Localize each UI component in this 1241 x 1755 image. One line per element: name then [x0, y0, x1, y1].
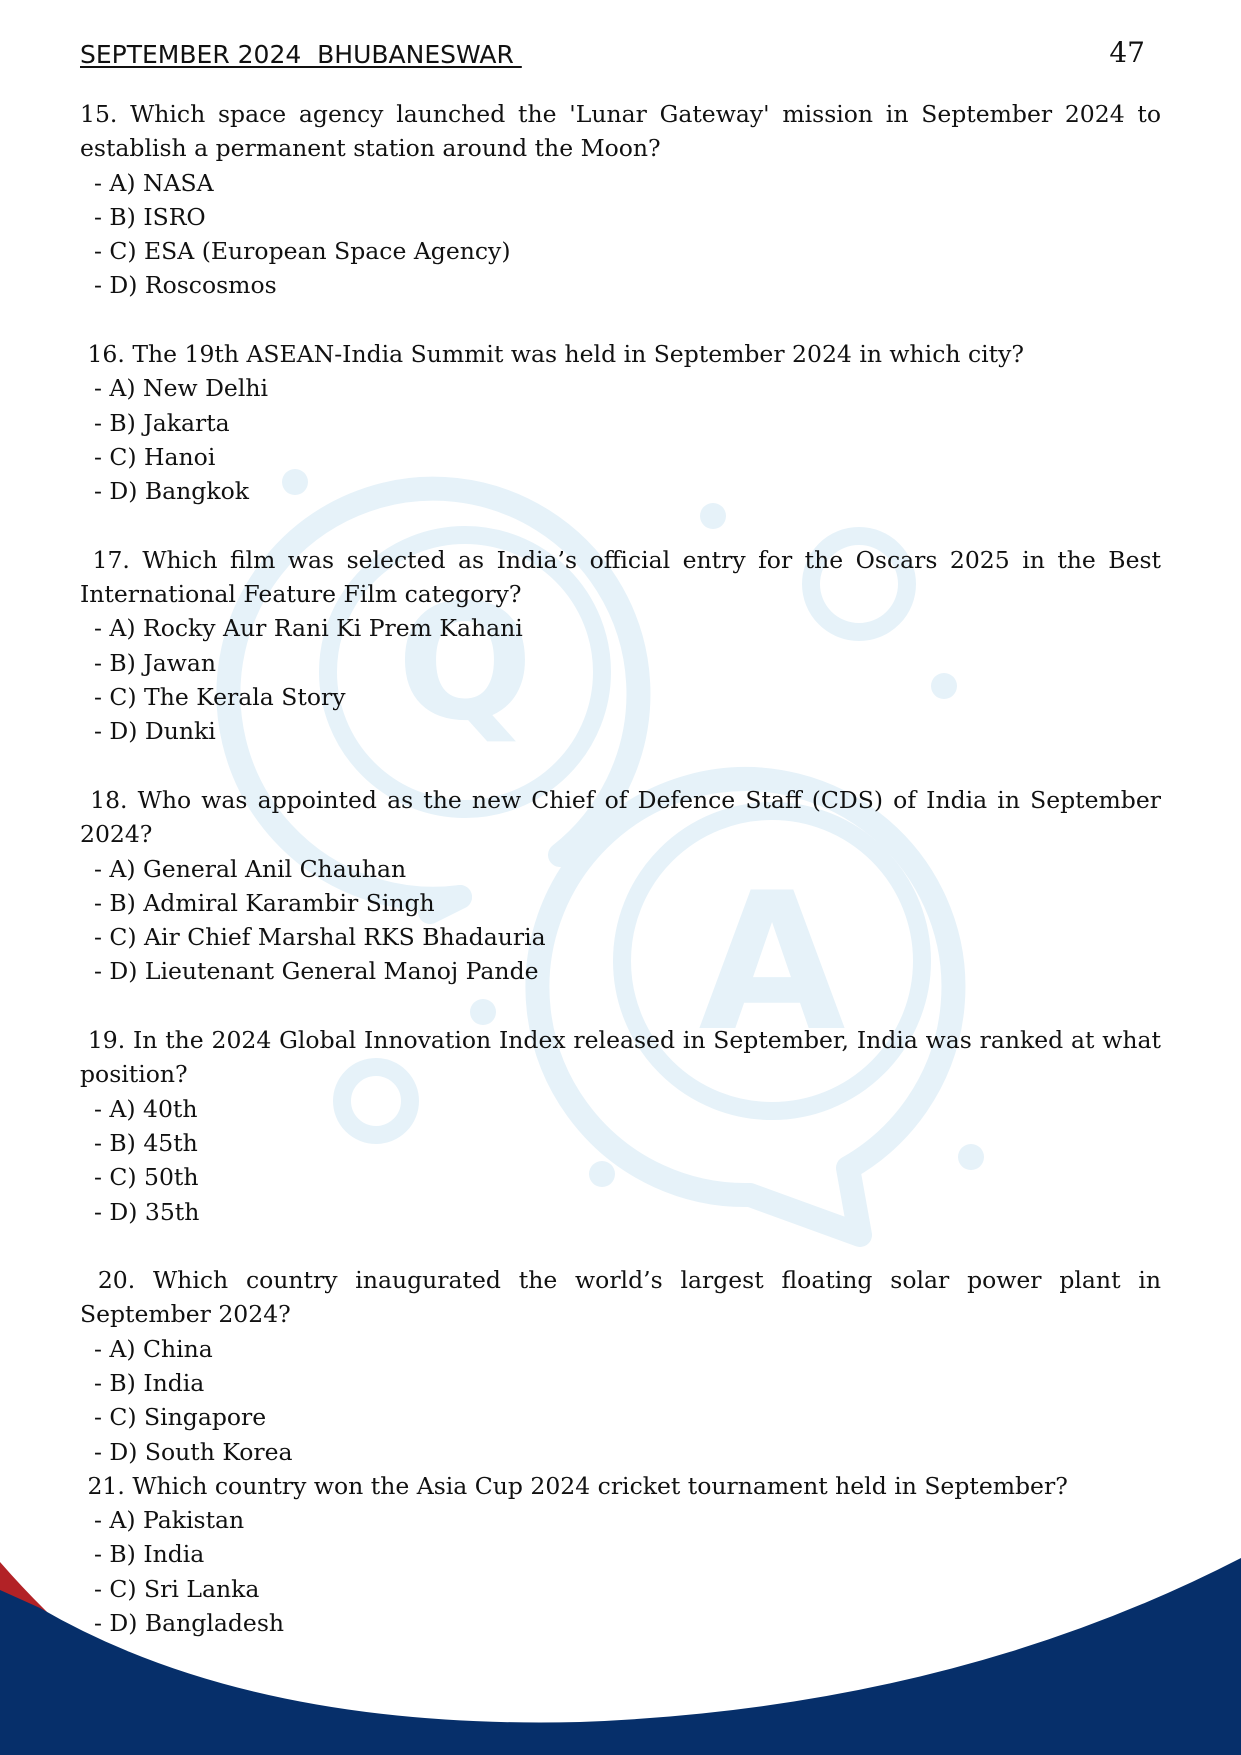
options-list	[80, 1503, 1161, 1640]
option-c: - C) Singapore	[94, 1403, 267, 1432]
options-list	[80, 166, 1161, 303]
option-a: - A) NASA	[94, 168, 214, 197]
question-text: 16. The 19th ASEAN-India Summit was held in September 2024 in which city?	[80, 340, 1024, 369]
options-list	[80, 611, 1161, 748]
option-c: - C) The Kerala Story	[94, 683, 346, 712]
option-d: - D) Lieutenant General Manoj Pande	[94, 957, 539, 986]
options-list	[80, 852, 1161, 989]
option-d: - D) Bangkok	[94, 477, 249, 506]
option-c: - C) ESA (European Space Agency)	[94, 237, 511, 266]
watermark-letter-a: A	[698, 852, 846, 1073]
question-item	[80, 1023, 1169, 1229]
question-item	[80, 337, 1161, 508]
option-d: - D) South Korea	[94, 1437, 293, 1466]
question-text: 20. Which country inaugurated the world’s largest floating solar power plant in September 2024?	[80, 1266, 1169, 1329]
option-d: - D) Dunki	[94, 717, 216, 746]
question-text: 19. In the 2024 Global Innovation Index released in September, India was ranked at what position?	[80, 1026, 1169, 1089]
question-item	[80, 543, 1169, 749]
option-d: - D) Bangladesh	[94, 1609, 285, 1638]
quiz-content	[80, 97, 1169, 1640]
options-list	[80, 1092, 1161, 1229]
option-a: - A) New Delhi	[94, 374, 268, 403]
document-header: SEPTEMBER 2024 BHUBANESWAR	[80, 40, 522, 69]
question-item	[80, 783, 1169, 989]
question-text: 17. Which film was selected as India’s official entry for the Oscars 2025 in the Best International Feature Film category?	[80, 545, 1169, 609]
option-b: - B) 45th	[94, 1128, 198, 1157]
option-c: - C) Sri Lanka	[94, 1574, 260, 1603]
option-b: - B) Admiral Karambir Singh	[94, 888, 435, 917]
option-a: - A) Pakistan	[94, 1506, 245, 1535]
watermark-letter-q: Q	[396, 569, 534, 756]
option-d: - D) Roscosmos	[94, 271, 277, 300]
question-text: 18. Who was appointed as the new Chief of Defence Staff (CDS) of India in September 2024?	[80, 785, 1169, 849]
option-b: - B) Jawan	[94, 648, 217, 677]
option-b: - B) India	[94, 1368, 205, 1397]
question-text: 21. Which country won the Asia Cup 2024 cricket tournament held in September?	[80, 1471, 1068, 1500]
option-a: - A) General Anil Chauhan	[94, 854, 407, 883]
question-item	[80, 1263, 1169, 1469]
option-a: - A) China	[94, 1334, 213, 1363]
option-c: - C) 50th	[94, 1163, 199, 1192]
options-list	[80, 371, 1161, 508]
option-a: - A) 40th	[94, 1094, 198, 1123]
option-b: - B) Jakarta	[94, 408, 230, 437]
option-c: - C) Air Chief Marshal RKS Bhadauria	[94, 923, 546, 952]
page-number: 47	[1109, 36, 1145, 69]
option-b: - B) India	[94, 1540, 205, 1569]
option-c: - C) Hanoi	[94, 442, 216, 471]
question-text: 15. Which space agency launched the 'Lunar Gateway' mission in September 2024 to establish a permanent station around the Moon?	[80, 100, 1161, 163]
option-d: - D) 35th	[94, 1197, 200, 1226]
options-list	[80, 1332, 1161, 1469]
question-item	[80, 97, 1161, 303]
option-a: - A) Rocky Aur Rani Ki Prem Kahani	[94, 614, 523, 643]
question-item	[80, 1469, 1161, 1640]
option-b: - B) ISRO	[94, 202, 206, 231]
